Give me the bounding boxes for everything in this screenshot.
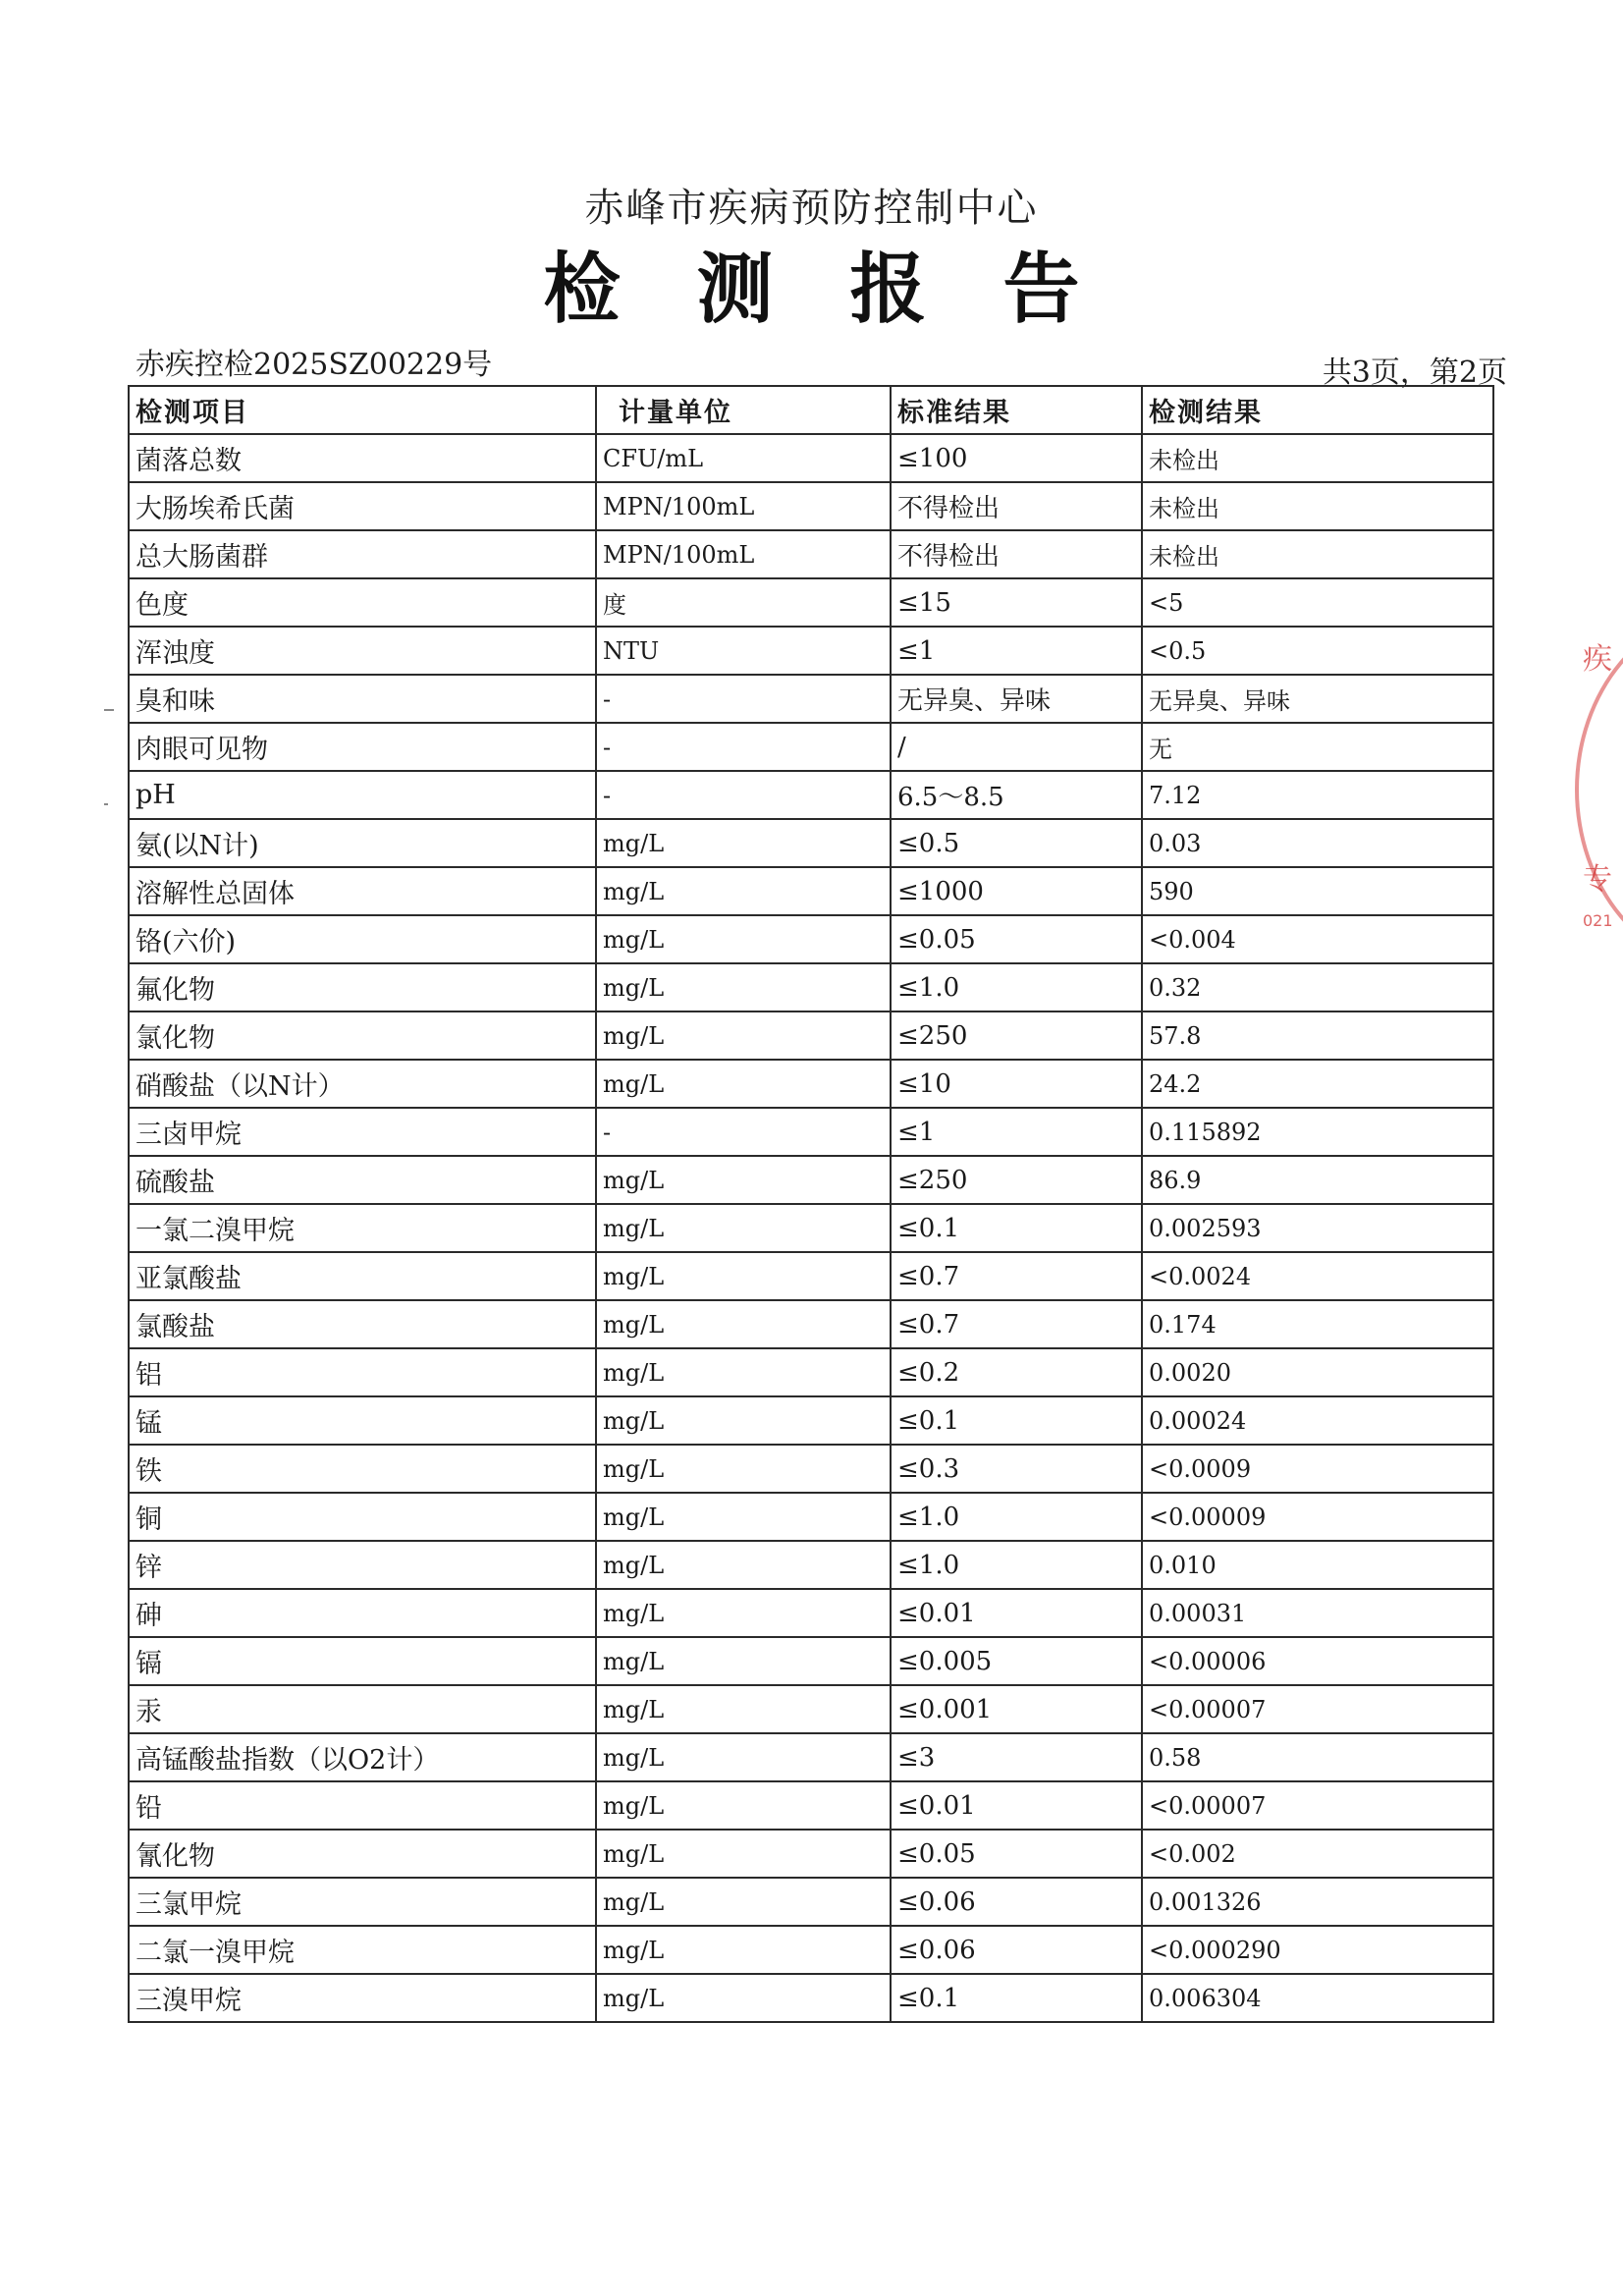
cell-result: 0.002593 xyxy=(1142,1204,1493,1252)
cell-item: 色度 xyxy=(129,578,596,627)
column-header-item: 检测项目 xyxy=(129,386,596,434)
table-header xyxy=(129,386,1493,434)
cell-item: 氟化物 xyxy=(129,963,596,1011)
cell-item: 菌落总数 xyxy=(129,434,596,482)
seal-text-fragment: 疾 xyxy=(1583,642,1612,677)
cell-result: 0.115892 xyxy=(1142,1108,1493,1156)
cell-unit: - xyxy=(596,723,891,771)
table-row xyxy=(129,1685,1493,1733)
column-header-result: 检测结果 xyxy=(1142,386,1493,434)
cell-unit: mg/L xyxy=(596,867,891,915)
cell-unit: mg/L xyxy=(596,1781,891,1830)
cell-item: 浑浊度 xyxy=(129,627,596,675)
cell-standard: ≤0.001 xyxy=(891,1685,1142,1733)
table-row xyxy=(129,578,1493,627)
cell-standard: 无异臭、异味 xyxy=(891,675,1142,723)
cell-unit: mg/L xyxy=(596,963,891,1011)
cell-result: 未检出 xyxy=(1142,482,1493,530)
cell-unit: mg/L xyxy=(596,1204,891,1252)
table-row xyxy=(129,1252,1493,1300)
cell-item: 三溴甲烷 xyxy=(129,1974,596,2022)
table-row xyxy=(129,1637,1493,1685)
table-row xyxy=(129,819,1493,867)
cell-item: 亚氯酸盐 xyxy=(129,1252,596,1300)
report-title: 检测报告 xyxy=(543,245,1157,334)
cell-standard: / xyxy=(891,723,1142,771)
cell-standard: ≤0.05 xyxy=(891,915,1142,963)
table-row xyxy=(129,1396,1493,1445)
cell-standard: ≤250 xyxy=(891,1156,1142,1204)
cell-standard: ≤250 xyxy=(891,1011,1142,1060)
cell-unit: MPN/100mL xyxy=(596,482,891,530)
cell-unit: mg/L xyxy=(596,1060,891,1108)
cell-unit: mg/L xyxy=(596,1637,891,1685)
cell-result: <0.00007 xyxy=(1142,1781,1493,1830)
cell-result: <0.00006 xyxy=(1142,1637,1493,1685)
table-row xyxy=(129,1974,1493,2022)
cell-item: 锌 xyxy=(129,1541,596,1589)
official-seal-fragment xyxy=(1575,609,1623,962)
cell-unit: mg/L xyxy=(596,1926,891,1974)
cell-result: <0.00009 xyxy=(1142,1493,1493,1541)
cell-standard: ≤1 xyxy=(891,1108,1142,1156)
table-row xyxy=(129,627,1493,675)
cell-result: <0.000290 xyxy=(1142,1926,1493,1974)
cell-unit: mg/L xyxy=(596,1830,891,1878)
seal-text-fragment: 专 xyxy=(1583,862,1612,897)
cell-unit: mg/L xyxy=(596,1252,891,1300)
cell-result: 0.58 xyxy=(1142,1733,1493,1781)
cell-result: 0.174 xyxy=(1142,1300,1493,1348)
cell-standard: ≤0.3 xyxy=(891,1445,1142,1493)
cell-result: 未检出 xyxy=(1142,434,1493,482)
cell-result: 24.2 xyxy=(1142,1060,1493,1108)
table-row xyxy=(129,434,1493,482)
cell-result: 7.12 xyxy=(1142,771,1493,819)
cell-unit: mg/L xyxy=(596,1589,891,1637)
cell-unit: - xyxy=(596,771,891,819)
cell-standard: ≤3 xyxy=(891,1733,1142,1781)
cell-item: 氨(以N计) xyxy=(129,819,596,867)
column-header-unit: 计量单位 xyxy=(596,386,891,434)
cell-standard: ≤1000 xyxy=(891,867,1142,915)
margin-mark xyxy=(104,803,108,805)
cell-item: 汞 xyxy=(129,1685,596,1733)
seal-text-fragment: 021 xyxy=(1583,911,1613,930)
table-row xyxy=(129,1733,1493,1781)
cell-standard: ≤0.2 xyxy=(891,1348,1142,1396)
cell-standard: ≤0.06 xyxy=(891,1926,1142,1974)
cell-result: 0.006304 xyxy=(1142,1974,1493,2022)
cell-item: 铬(六价) xyxy=(129,915,596,963)
cell-item: 铁 xyxy=(129,1445,596,1493)
table-row xyxy=(129,1060,1493,1108)
cell-item: 大肠埃希氏菌 xyxy=(129,482,596,530)
table-row xyxy=(129,1926,1493,1974)
cell-result: 无异臭、异味 xyxy=(1142,675,1493,723)
cell-item: 臭和味 xyxy=(129,675,596,723)
cell-standard: ≤0.7 xyxy=(891,1252,1142,1300)
cell-item: 铅 xyxy=(129,1781,596,1830)
cell-standard: ≤0.5 xyxy=(891,819,1142,867)
cell-standard: ≤100 xyxy=(891,434,1142,482)
header-row xyxy=(129,386,1493,434)
cell-unit: mg/L xyxy=(596,1493,891,1541)
cell-unit: mg/L xyxy=(596,1974,891,2022)
results-table xyxy=(128,385,1494,2023)
table-row xyxy=(129,1445,1493,1493)
cell-standard: ≤1.0 xyxy=(891,963,1142,1011)
cell-unit: NTU xyxy=(596,627,891,675)
cell-result: 0.0020 xyxy=(1142,1348,1493,1396)
cell-item: 硫酸盐 xyxy=(129,1156,596,1204)
cell-item: 肉眼可见物 xyxy=(129,723,596,771)
cell-standard: ≤0.7 xyxy=(891,1300,1142,1348)
cell-unit: - xyxy=(596,1108,891,1156)
table-row xyxy=(129,1781,1493,1830)
cell-result: 未检出 xyxy=(1142,530,1493,578)
cell-result: 0.001326 xyxy=(1142,1878,1493,1926)
table-row xyxy=(129,1348,1493,1396)
cell-standard: 不得检出 xyxy=(891,530,1142,578)
table-row xyxy=(129,1830,1493,1878)
cell-item: 铝 xyxy=(129,1348,596,1396)
cell-unit: CFU/mL xyxy=(596,434,891,482)
cell-standard: ≤0.1 xyxy=(891,1974,1142,2022)
table-row xyxy=(129,1300,1493,1348)
cell-unit: mg/L xyxy=(596,1541,891,1589)
cell-standard: ≤0.01 xyxy=(891,1589,1142,1637)
table-row xyxy=(129,723,1493,771)
cell-unit: - xyxy=(596,675,891,723)
table-row xyxy=(129,915,1493,963)
table-row xyxy=(129,1589,1493,1637)
cell-unit: mg/L xyxy=(596,819,891,867)
cell-item: 氯化物 xyxy=(129,1011,596,1060)
cell-standard: ≤0.01 xyxy=(891,1781,1142,1830)
table-row xyxy=(129,1156,1493,1204)
cell-standard: ≤0.05 xyxy=(891,1830,1142,1878)
cell-standard: ≤1 xyxy=(891,627,1142,675)
margin-mark xyxy=(104,709,114,711)
table-row xyxy=(129,867,1493,915)
column-header-standard: 标准结果 xyxy=(891,386,1142,434)
cell-result: 590 xyxy=(1142,867,1493,915)
cell-item: 高锰酸盐指数（以O2计） xyxy=(129,1733,596,1781)
cell-standard: ≤1.0 xyxy=(891,1493,1142,1541)
cell-unit: mg/L xyxy=(596,1685,891,1733)
table-row xyxy=(129,963,1493,1011)
cell-standard: ≤10 xyxy=(891,1060,1142,1108)
cell-result: <0.004 xyxy=(1142,915,1493,963)
cell-item: 锰 xyxy=(129,1396,596,1445)
cell-item: pH xyxy=(129,771,596,819)
cell-standard: ≤0.005 xyxy=(891,1637,1142,1685)
table-row xyxy=(129,1108,1493,1156)
cell-item: 硝酸盐（以N计） xyxy=(129,1060,596,1108)
cell-item: 氯酸盐 xyxy=(129,1300,596,1348)
cell-result: <0.5 xyxy=(1142,627,1493,675)
cell-standard: 不得检出 xyxy=(891,482,1142,530)
organization-name: 赤峰市疾病预防控制中心 xyxy=(584,186,1039,231)
table-row xyxy=(129,1493,1493,1541)
cell-item: 溶解性总固体 xyxy=(129,867,596,915)
cell-item: 二氯一溴甲烷 xyxy=(129,1926,596,1974)
cell-result: <5 xyxy=(1142,578,1493,627)
report-number: 赤疾控检2025SZ00229号 xyxy=(135,348,493,382)
cell-item: 总大肠菌群 xyxy=(129,530,596,578)
cell-result: 57.8 xyxy=(1142,1011,1493,1060)
cell-unit: mg/L xyxy=(596,1300,891,1348)
cell-result: 无 xyxy=(1142,723,1493,771)
cell-unit: mg/L xyxy=(596,1156,891,1204)
cell-standard: ≤15 xyxy=(891,578,1142,627)
cell-standard: ≤0.06 xyxy=(891,1878,1142,1926)
cell-item: 三氯甲烷 xyxy=(129,1878,596,1926)
table-row xyxy=(129,675,1493,723)
page-indicator: 共3页，第2页 xyxy=(1322,355,1507,390)
cell-unit: MPN/100mL xyxy=(596,530,891,578)
cell-result: 0.00024 xyxy=(1142,1396,1493,1445)
table-row xyxy=(129,530,1493,578)
cell-unit: mg/L xyxy=(596,1445,891,1493)
cell-result: 0.010 xyxy=(1142,1541,1493,1589)
cell-item: 铜 xyxy=(129,1493,596,1541)
cell-standard: ≤0.1 xyxy=(891,1396,1142,1445)
cell-standard: ≤1.0 xyxy=(891,1541,1142,1589)
table-row xyxy=(129,1541,1493,1589)
cell-item: 三卤甲烷 xyxy=(129,1108,596,1156)
cell-result: <0.0009 xyxy=(1142,1445,1493,1493)
cell-unit: mg/L xyxy=(596,915,891,963)
cell-result: 86.9 xyxy=(1142,1156,1493,1204)
cell-standard: 6.5～8.5 xyxy=(891,771,1142,819)
cell-result: 0.03 xyxy=(1142,819,1493,867)
cell-result: <0.002 xyxy=(1142,1830,1493,1878)
cell-unit: mg/L xyxy=(596,1878,891,1926)
table-row xyxy=(129,1011,1493,1060)
cell-item: 镉 xyxy=(129,1637,596,1685)
cell-result: 0.32 xyxy=(1142,963,1493,1011)
cell-result: 0.00031 xyxy=(1142,1589,1493,1637)
cell-standard: ≤0.1 xyxy=(891,1204,1142,1252)
cell-unit: mg/L xyxy=(596,1011,891,1060)
table-row xyxy=(129,482,1493,530)
cell-item: 一氯二溴甲烷 xyxy=(129,1204,596,1252)
cell-unit: mg/L xyxy=(596,1348,891,1396)
table-row xyxy=(129,1204,1493,1252)
cell-unit: mg/L xyxy=(596,1396,891,1445)
cell-result: <0.00007 xyxy=(1142,1685,1493,1733)
cell-item: 氰化物 xyxy=(129,1830,596,1878)
cell-item: 砷 xyxy=(129,1589,596,1637)
cell-unit: 度 xyxy=(596,578,891,627)
cell-result: <0.0024 xyxy=(1142,1252,1493,1300)
cell-unit: mg/L xyxy=(596,1733,891,1781)
table-row xyxy=(129,1878,1493,1926)
table-row xyxy=(129,771,1493,819)
table-body xyxy=(129,434,1493,2022)
